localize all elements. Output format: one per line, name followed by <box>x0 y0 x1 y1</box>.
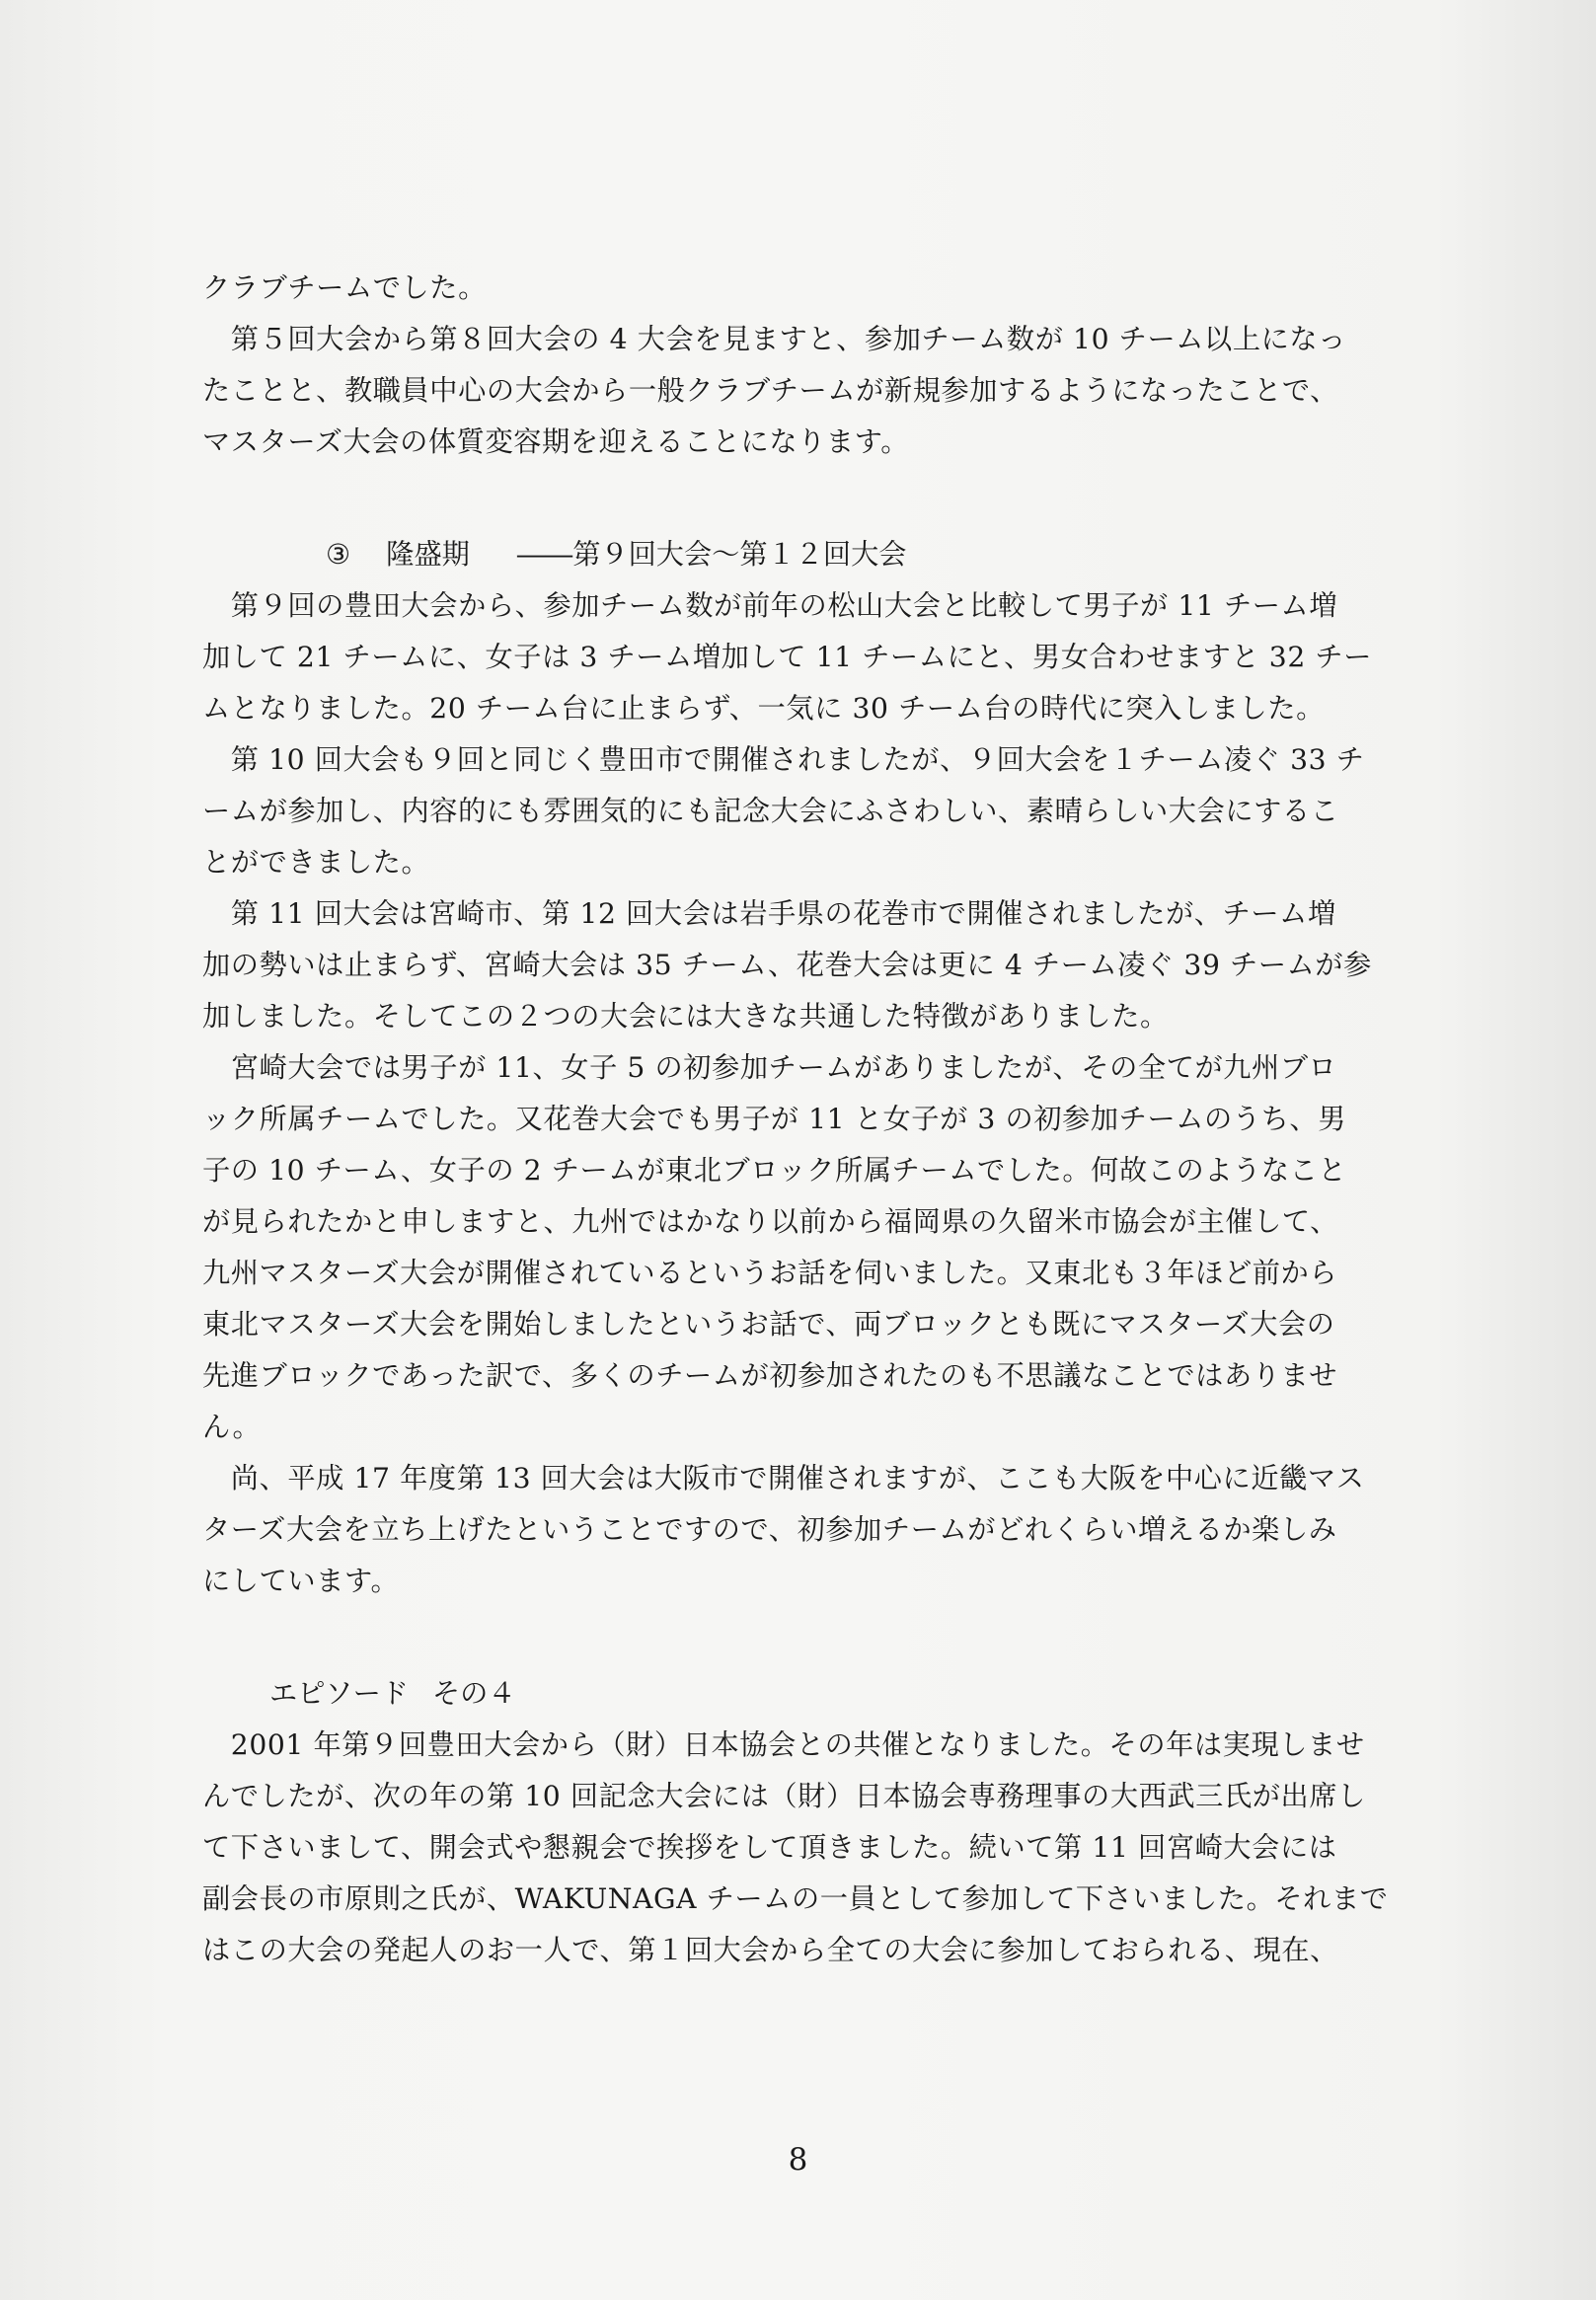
document-body <box>202 263 1466 1976</box>
text-line: 2001 年第９回豊田大会から（財）日本協会との共催となりました。その年は実現しませ <box>202 1728 1365 1761</box>
text-line: ック所属チームでした。又花巻大会でも男子が 11 と女子が 3 の初参加チームのうち、男 <box>202 1103 1346 1135</box>
episode-title: エピソード <box>269 1677 409 1710</box>
text-line: んでしたが、次の年の第 10 回記念大会には（財）日本協会専務理事の大西武三氏が出席し <box>202 1780 1366 1812</box>
text-line: 加しました。そしてこの２つの大会には大きな共通した特徴がありました。 <box>202 1000 1169 1033</box>
text-line: たことと、教職員中心の大会から一般クラブチームが新規参加するようになったことで、 <box>202 374 1338 407</box>
section-number: ③ <box>326 538 351 571</box>
text-line: ターズ大会を立ち上げたということですので、初参加チームがどれくらい増えるか楽しみ <box>202 1513 1337 1546</box>
text-line: 先進ブロックであった訳で、多くのチームが初参加されたのも不思議なことではありませ <box>202 1359 1338 1392</box>
text-line: 加の勢いは止まらず、宮崎大会は 35 チーム、花巻大会は更に 4 チーム凌ぐ 39 チームが参 <box>202 949 1372 981</box>
text-line: ん。 <box>202 1411 262 1443</box>
text-line: 尚、平成 17 年度第 13 回大会は大阪市で開催されますが、ここも大阪を中心に近畿マス <box>202 1462 1365 1495</box>
text-line: 第９回の豊田大会から、参加チーム数が前年の松山大会と比較して男子が 11 チーム増 <box>202 589 1338 622</box>
section-heading <box>202 529 1466 580</box>
text-line: が見られたかと申しますと、九州ではかなり以前から福岡県の久留米市協会が主催して、 <box>202 1205 1338 1238</box>
text-line: 副会長の市原則之氏が、WAKUNAGA チームの一員として参加して下さいました。それまで <box>202 1882 1389 1915</box>
text-line: 子の 10 チーム、女子の 2 チームが東北ブロック所属チームでした。何故このようなこと <box>202 1154 1347 1187</box>
text-line: 宮崎大会では男子が 11、女子 5 の初参加チームがありましたが、その全てが九州ブロ <box>202 1051 1337 1084</box>
section-spacer <box>202 468 1466 529</box>
section-spacer <box>202 1607 1466 1668</box>
text-line: はこの大会の発起人のお一人で、第１回大会から全ての大会に参加しておられる、現在、 <box>202 1934 1338 1966</box>
text-line: 第５回大会から第８回大会の 4 大会を見ますと、参加チーム数が 10 チーム以上になっ <box>202 323 1346 355</box>
text-line: 第 11 回大会は宮崎市、第 12 回大会は岩手県の花巻市で開催されましたが、チーム増 <box>202 897 1336 930</box>
text-line: とができました。 <box>202 846 430 879</box>
episode-number: その４ <box>431 1677 516 1710</box>
text-line: ームが参加し、内容的にも雰囲気的にも記念大会にふさわしい、素晴らしい大会にするこ <box>202 795 1339 827</box>
section-title: 隆盛期 <box>386 538 470 571</box>
text-line: 第 10 回大会も９回と同じく豊田市で開催されましたが、９回大会を１チーム凌ぐ 33 チ <box>202 743 1365 776</box>
section-subtitle: ――第９回大会～第１２回大会 <box>516 538 907 571</box>
text-line: クラブチームでした。 <box>202 271 487 304</box>
text-line: 加して 21 チームに、女子は 3 チーム増加して 11 チームにと、男女合わせますと 32 チー <box>202 641 1372 673</box>
text-line: 九州マスターズ大会が開催されているというお話を伺いました。又東北も３年ほど前から <box>202 1257 1338 1289</box>
text-line: マスターズ大会の体質変容期を迎えることになります。 <box>202 425 910 458</box>
text-line: て下さいまして、開会式や懇親会で挨拶をして頂きました。続いて第 11 回宮崎大会には <box>202 1831 1337 1864</box>
text-line: ムとなりました。20 チーム台に止まらず、一気に 30 チーム台の時代に突入しました。 <box>202 692 1325 725</box>
episode-heading <box>202 1668 1466 1720</box>
text-line: にしています。 <box>202 1565 400 1597</box>
text-line: 東北マスターズ大会を開始しましたというお話で、両ブロックとも既にマスターズ大会の <box>202 1308 1335 1341</box>
page-number: 8 <box>788 2142 808 2178</box>
